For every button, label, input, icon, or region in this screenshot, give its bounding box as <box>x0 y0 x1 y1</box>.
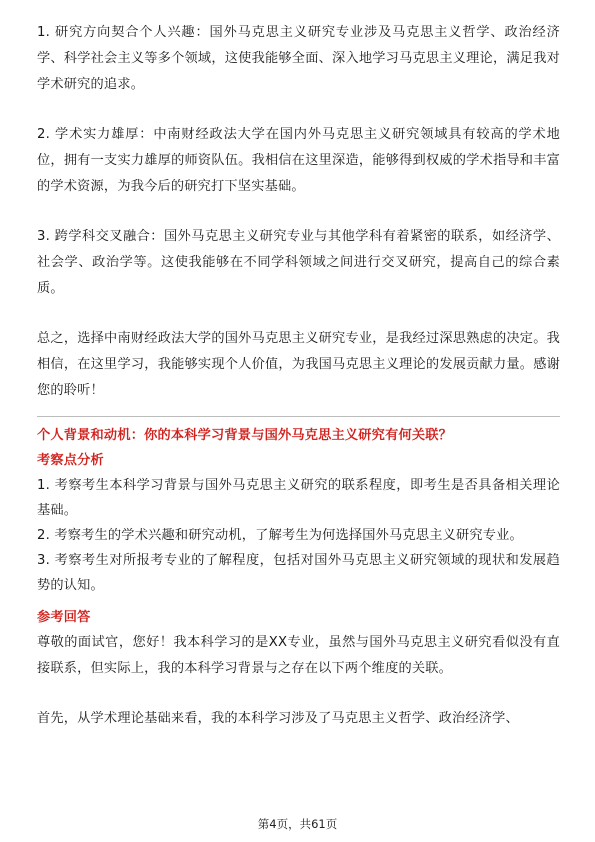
answer-paragraph: 首先，从学术理论基础来看，我的本科学习涉及了马克思主义哲学、政治经济学、 <box>37 711 519 726</box>
analysis-item: 1. 考察考生本科学习背景与国外马克思主义研究的联系程度，即考生是否具备相关理论基础。 <box>37 478 560 518</box>
paragraph-point-3: 3. 跨学科交叉融合：国外马克思主义研究专业与其他学科有着紧密的联系，如经济学、社会学、政治学等。这使我能够在不同学科领域之间进行交叉研究，提高自己的综合素质。 <box>37 229 560 296</box>
page-number-footer: 第4页，共61页 <box>257 817 338 831</box>
answer-paragraph: 尊敬的面试官，您好！我本科学习的是XX专业，虽然与国外马克思主义研究看似没有直接联系，但实际上，我的本科学习背景与之存在以下两个维度的关联。 <box>37 635 560 676</box>
answer-heading: 参考回答 <box>37 610 91 625</box>
interview-question: 个人背景和动机：你的本科学习背景与国外马克思主义研究有何关联？ <box>37 428 453 443</box>
answer-section <box>37 606 560 732</box>
paragraph-point-1: 1. 研究方向契合个人兴趣：国外马克思主义研究专业涉及马克思主义哲学、政治经济学、科学社会主义等多个领域，这使我能够全面、深入地学习马克思主义理论，满足我对学术研究的追求。 <box>37 25 560 92</box>
document-page <box>37 20 560 732</box>
analysis-item: 2. 考察考生的学术兴趣和研究动机，了解考生为何选择国外马克思主义研究专业。 <box>37 528 523 543</box>
analysis-section <box>37 449 560 598</box>
analysis-item: 3. 考察考生对所报考专业的了解程度，包括对国外马克思主义研究领域的现状和发展趋势的认知。 <box>37 553 560 593</box>
section-divider <box>37 416 560 417</box>
paragraph-point-2: 2. 学术实力雄厚：中南财经政法大学在国内外马克思主义研究领域具有较高的学术地位，拥有一支实力雄厚的师资队伍。我相信在这里深造，能够得到权威的学术指导和丰富的学术资源，为我今后的研究打下坚实基础。 <box>37 127 560 194</box>
analysis-heading: 考察点分析 <box>37 453 104 468</box>
paragraph-conclusion: 总之，选择中南财经政法大学的国外马克思主义研究专业，是我经过深思熟虑的决定。我相信，在这里学习，我能够实现个人价值，为我国马克思主义理论的发展贡献力量。感谢您的聆听！ <box>37 331 560 398</box>
